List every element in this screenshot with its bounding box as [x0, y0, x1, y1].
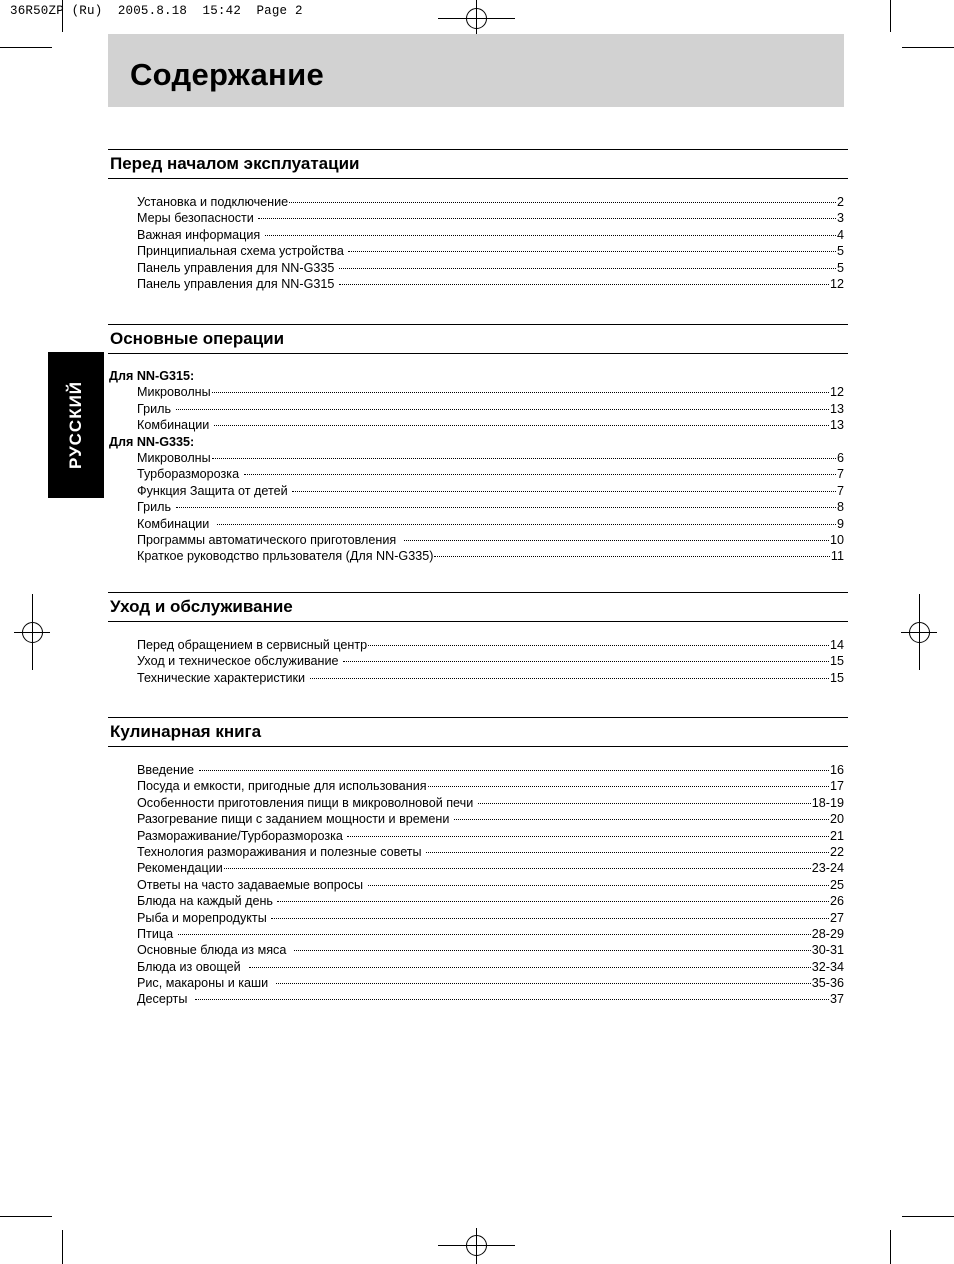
toc-row[interactable]	[108, 877, 848, 893]
toc-list	[108, 194, 848, 292]
toc-page-number: 32-34	[811, 959, 844, 974]
toc-row[interactable]	[108, 910, 848, 926]
section-header	[108, 717, 848, 747]
toc-row[interactable]	[108, 670, 848, 686]
leader-dots	[176, 507, 836, 508]
toc-entry-text: Микроволны	[137, 450, 211, 465]
toc-page-number: 13	[829, 401, 844, 416]
toc-row[interactable]	[108, 548, 848, 564]
toc-entry-text: Блюда из овощей	[137, 959, 248, 974]
toc-row[interactable]	[108, 637, 848, 653]
toc-page-number: 25	[829, 877, 844, 892]
toc-row[interactable]	[108, 483, 848, 499]
leader-dots	[277, 901, 829, 902]
leader-dots	[271, 918, 829, 919]
toc-page-number: 30-31	[811, 943, 844, 958]
toc-entry-text: Важная информация	[137, 227, 264, 242]
toc-entry-text: Гриль	[137, 500, 175, 515]
toc-page-number: 20	[829, 812, 844, 827]
toc-entry-text: Основные блюда из мяса	[137, 943, 294, 958]
toc-page-number: 37	[829, 992, 844, 1007]
toc-entry-text: Панель управления для NN-G315	[137, 276, 338, 291]
toc-entry-text: Перед обращением в сервисный центр	[137, 638, 368, 652]
toc-page-number: 13	[829, 418, 844, 433]
toc-row[interactable]	[108, 532, 848, 548]
toc-row[interactable]	[108, 499, 848, 515]
toc-entry-text: Особенности приготовления пищи в микроволновой печи	[137, 795, 477, 810]
page-title: Содержание	[130, 57, 324, 92]
toc-entry-text: Рекомендации	[137, 861, 223, 876]
toc-entry-text: Десерты	[137, 992, 195, 1007]
leader-dots	[249, 967, 811, 968]
leader-dots	[276, 983, 811, 984]
toc-row[interactable]	[108, 243, 848, 259]
leader-dots	[289, 202, 836, 203]
leader-dots	[294, 950, 810, 951]
leader-dots	[212, 392, 829, 393]
toc-page-number: 12	[829, 385, 844, 400]
title-banner	[108, 34, 844, 107]
toc-entry-text: Рис, макароны и каши	[137, 976, 276, 991]
print-slug: 36R50ZP (Ru) 2005.8.18 15:42 Page 2	[10, 4, 303, 18]
toc-page-number: 10	[829, 532, 844, 547]
toc-row[interactable]	[108, 653, 848, 669]
toc-entry-text: Птица	[137, 926, 177, 941]
toc-row[interactable]	[108, 778, 848, 794]
section-title: Уход и обслуживание	[110, 597, 293, 616]
toc-row[interactable]	[108, 795, 848, 811]
toc-page-number: 2	[836, 195, 844, 209]
toc-page-number: 28-29	[811, 926, 844, 941]
leader-dots	[176, 409, 829, 410]
toc-row[interactable]	[108, 516, 848, 532]
toc-page-number: 35-36	[811, 976, 844, 991]
toc-entry-text: Размораживание/Турборазморозка	[137, 828, 347, 843]
toc-page-number: 7	[836, 483, 844, 498]
toc-row[interactable]	[108, 384, 848, 400]
language-tab	[48, 352, 104, 498]
section-header	[108, 324, 848, 354]
toc-page-number: 7	[836, 467, 844, 482]
toc-entry-text: Принципиальная схема устройства	[137, 244, 348, 259]
toc-entry-text: Краткое руководство прльзователя (Для NN-G335)	[137, 549, 434, 564]
toc-page-number: 14	[829, 638, 844, 652]
leader-dots	[178, 934, 811, 935]
toc-list	[108, 637, 848, 686]
toc-row[interactable]	[108, 959, 848, 975]
leader-dots	[310, 678, 829, 679]
leader-dots	[339, 284, 829, 285]
section-cookbook	[108, 717, 848, 1008]
toc-page-number: 23-24	[811, 861, 844, 876]
toc-row[interactable]	[108, 194, 848, 210]
toc-row[interactable]	[108, 417, 848, 433]
toc-page-number: 17	[829, 779, 844, 794]
section-header	[108, 149, 848, 179]
section-title: Перед началом эксплуатации	[110, 154, 360, 173]
leader-dots	[347, 836, 829, 837]
toc-subheading: Для NN-G315:	[109, 369, 195, 383]
section-header	[108, 592, 848, 622]
section-care-maintenance	[108, 592, 848, 686]
leader-dots	[339, 268, 836, 269]
toc-entry-text: Установка и подключение	[137, 195, 289, 209]
leader-dots	[244, 474, 836, 475]
toc-page-number: 18-19	[811, 795, 844, 810]
toc-page-number: 22	[829, 844, 844, 859]
toc-page-number: 26	[829, 894, 844, 909]
toc-entry-text: Технические характеристики	[137, 670, 309, 685]
toc-page-number: 5	[836, 244, 844, 259]
toc-row[interactable]	[108, 227, 848, 243]
toc-entry-text: Разогревание пищи с заданием мощности и времени	[137, 812, 453, 827]
toc-row[interactable]	[108, 991, 848, 1007]
toc-row[interactable]	[108, 860, 848, 876]
toc-page-number: 4	[836, 227, 844, 242]
toc-row[interactable]	[108, 466, 848, 482]
leader-dots	[428, 786, 829, 787]
toc-page-number: 5	[836, 260, 844, 275]
toc-row[interactable]	[108, 811, 848, 827]
leader-dots	[195, 999, 829, 1000]
toc-entry-text: Функция Защита от детей	[137, 483, 292, 498]
toc-entry-text: Рыба и морепродукты	[137, 910, 271, 925]
leader-dots	[348, 251, 836, 252]
toc-list	[108, 762, 848, 1008]
toc-page-number: 9	[836, 516, 844, 531]
toc-row[interactable]	[108, 450, 848, 466]
toc-row[interactable]	[108, 975, 848, 991]
toc-page-number: 15	[829, 670, 844, 685]
leader-dots	[212, 458, 836, 459]
toc-subheading: Для NN-G335:	[109, 434, 195, 449]
leader-dots	[258, 218, 836, 219]
leader-dots	[454, 819, 829, 820]
toc-row[interactable]	[108, 260, 848, 276]
toc-entry-text: Комбинации	[137, 516, 217, 531]
toc-page-number: 27	[829, 910, 844, 925]
toc-page-number: 21	[829, 828, 844, 843]
section-title: Кулинарная книга	[110, 722, 262, 741]
leader-dots	[404, 540, 829, 541]
toc-entry-text: Введение	[137, 763, 198, 777]
toc-page-number: 12	[829, 276, 844, 291]
leader-dots	[434, 556, 830, 557]
toc-entry-text: Панель управления для NN-G335	[137, 260, 338, 275]
toc-entry-text: Ответы на часто задаваемые вопросы	[137, 877, 367, 892]
toc-row[interactable]	[108, 893, 848, 909]
leader-dots	[368, 645, 829, 646]
toc-entry-text: Технология размораживания и полезные советы	[137, 844, 426, 859]
toc-row[interactable]	[108, 828, 848, 844]
toc-page-number: 11	[830, 549, 844, 564]
toc-page-number: 16	[829, 763, 844, 777]
leader-dots	[217, 524, 836, 525]
toc-row[interactable]	[108, 762, 848, 778]
leader-dots	[224, 868, 811, 869]
toc-entry-text: Блюда на каждый день	[137, 894, 277, 909]
toc-row[interactable]	[108, 926, 848, 942]
leader-dots	[368, 885, 829, 886]
toc-page-number: 8	[836, 500, 844, 515]
toc-entry-text: Программы автоматического приготовления	[137, 532, 404, 547]
toc-row[interactable]	[108, 276, 848, 292]
toc-row[interactable]	[108, 401, 848, 417]
toc-entry-text: Посуда и емкости, пригодные для использования	[137, 779, 427, 794]
toc-entry-text: Меры безопасности	[137, 211, 258, 226]
toc-list	[108, 368, 848, 565]
section-basic-operations	[108, 324, 848, 565]
toc-entry-text: Уход и техническое обслуживание	[137, 654, 343, 669]
language-tab-label: РУССКИЙ	[66, 380, 85, 470]
leader-dots	[343, 661, 829, 662]
leader-dots	[265, 235, 836, 236]
toc-page-number: 15	[829, 654, 844, 669]
toc-entry-text: Микроволны	[137, 385, 211, 400]
toc-row[interactable]	[108, 210, 848, 226]
leader-dots	[292, 491, 836, 492]
toc-row[interactable]	[108, 942, 848, 958]
leader-dots	[199, 770, 829, 771]
toc-entry-text: Гриль	[137, 401, 175, 416]
section-title: Основные операции	[110, 329, 285, 348]
toc-entry-text: Комбинации	[137, 418, 213, 433]
toc-row[interactable]	[108, 844, 848, 860]
leader-dots	[214, 425, 829, 426]
leader-dots	[478, 803, 811, 804]
toc-page-number: 6	[836, 450, 844, 465]
section-before-use	[108, 149, 848, 292]
leader-dots	[426, 852, 829, 853]
toc-entry-text: Турборазморозка	[137, 467, 243, 482]
toc-page-number: 3	[836, 211, 844, 226]
